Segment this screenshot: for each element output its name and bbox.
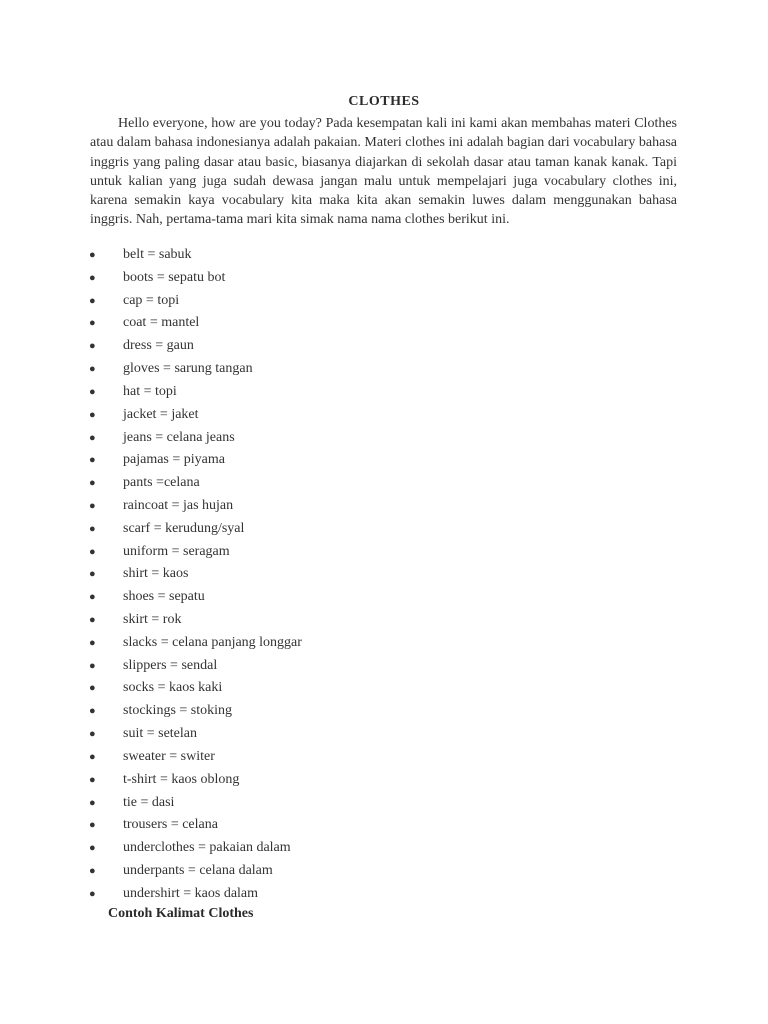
list-item — [0, 860, 768, 883]
list-item — [0, 746, 768, 769]
list-item — [0, 404, 768, 427]
vocabulary-entry: shirt = kaos — [123, 566, 189, 582]
list-item — [0, 655, 768, 678]
bullet-icon: ● — [89, 636, 96, 649]
bullet-icon: ● — [89, 454, 96, 467]
list-item — [0, 449, 768, 472]
list-item — [0, 563, 768, 586]
bullet-icon: ● — [89, 317, 96, 330]
intro-paragraph: Hello everyone, how are you today? Pada kesempatan kali ini kami akan membahas materi Clothes atau dalam bahasa indonesianya adalah pakaian. Materi clothes ini adalah bagian dari vocabulary bahasa inggris yang paling dasar atau basic, biasanya diajarkan di sekolah dasar atau taman kanak kanak. Tapi untuk kalian yang juga sudah dewasa jangan malu untuk mempelajari juga vocabulary clothes ini, karena semakin kaya vocabulary kita maka kita akan semakin luwes dalam menggunakan bahasa inggris. Nah, pertama-tama mari kita simak nama nama clothes berikut ini. — [90, 116, 677, 228]
bullet-icon: ● — [89, 819, 96, 832]
list-item — [0, 837, 768, 860]
document-title: CLOTHES — [348, 94, 420, 109]
vocabulary-entry: suit = setelan — [123, 726, 197, 742]
vocabulary-entry: dress = gaun — [123, 338, 194, 354]
bullet-icon: ● — [89, 796, 96, 809]
list-item — [0, 883, 768, 906]
list-item — [0, 814, 768, 837]
vocabulary-entry: stockings = stoking — [123, 703, 233, 719]
vocabulary-entry: undershirt = kaos dalam — [123, 885, 259, 901]
list-item — [0, 769, 768, 792]
bullet-icon: ● — [89, 431, 96, 444]
vocabulary-entry: skirt = rok — [123, 612, 182, 627]
vocabulary-entry: slippers = sendal — [123, 657, 218, 673]
list-item — [0, 632, 768, 655]
bullet-icon: ● — [89, 408, 96, 421]
bullet-icon: ● — [89, 591, 96, 604]
bullet-icon: ● — [89, 750, 96, 763]
bullet-icon: ● — [89, 864, 96, 877]
clothes-vocabulary-list — [0, 244, 768, 906]
bullet-icon: ● — [89, 728, 96, 741]
bullet-icon: ● — [89, 499, 96, 512]
vocabulary-entry: uniform = seragam — [123, 543, 230, 559]
bullet-icon: ● — [89, 705, 96, 718]
list-item — [0, 267, 768, 290]
vocabulary-entry: underpants = celana dalam — [123, 862, 273, 878]
list-item — [0, 541, 768, 564]
list-item — [0, 700, 768, 723]
vocabulary-entry: gloves = sarung tangan — [123, 361, 253, 377]
list-item — [0, 358, 768, 381]
bullet-icon: ● — [89, 385, 96, 398]
vocabulary-entry: trousers = celana — [123, 817, 218, 833]
vocabulary-entry: scarf = kerudung/syal — [123, 520, 245, 536]
bullet-icon: ● — [89, 249, 96, 261]
example-sentences-heading: Contoh Kalimat Clothes — [108, 906, 254, 921]
bullet-icon: ● — [89, 340, 96, 353]
vocabulary-entry: shoes = sepatu — [123, 589, 205, 605]
vocabulary-entry: socks = kaos kaki — [123, 680, 223, 696]
bullet-icon: ● — [89, 659, 96, 672]
vocabulary-entry: sweater = switer — [123, 748, 215, 764]
vocabulary-entry: pajamas = piyama — [123, 452, 225, 468]
list-item — [0, 290, 768, 313]
list-item — [0, 677, 768, 700]
vocabulary-entry: hat = topi — [123, 383, 177, 399]
vocabulary-entry: cap = topi — [123, 292, 180, 308]
vocabulary-entry: tie = dasi — [123, 794, 175, 810]
list-item — [0, 244, 768, 267]
bullet-icon: ● — [89, 477, 96, 490]
list-item — [0, 312, 768, 335]
list-item — [0, 723, 768, 746]
vocabulary-entry: t-shirt = kaos oblong — [123, 771, 240, 787]
list-item — [0, 495, 768, 518]
list-item — [0, 518, 768, 541]
bullet-icon: ● — [89, 682, 96, 695]
vocabulary-entry: raincoat = jas hujan — [123, 497, 234, 513]
list-item — [0, 472, 768, 495]
vocabulary-entry: slacks = celana panjang longgar — [123, 634, 302, 650]
bullet-icon: ● — [89, 294, 96, 307]
list-item — [0, 427, 768, 450]
list-item — [0, 792, 768, 815]
vocabulary-entry: jeans = celana jeans — [123, 429, 235, 445]
list-item — [0, 381, 768, 404]
bullet-icon: ● — [89, 363, 96, 376]
vocabulary-entry: jacket = jaket — [123, 406, 199, 422]
bullet-icon: ● — [89, 887, 96, 900]
bullet-icon: ● — [89, 614, 96, 626]
bullet-icon: ● — [89, 842, 96, 855]
vocabulary-entry: underclothes = pakaian dalam — [123, 840, 291, 856]
bullet-icon: ● — [89, 271, 96, 284]
list-item — [0, 335, 768, 358]
vocabulary-entry: boots = sepatu bot — [123, 269, 226, 285]
bullet-icon: ● — [89, 773, 96, 786]
bullet-icon: ● — [89, 522, 96, 535]
vocabulary-entry: pants =celana — [123, 475, 200, 491]
bullet-icon: ● — [89, 545, 96, 558]
list-item — [0, 586, 768, 609]
vocabulary-entry: belt = sabuk — [123, 247, 192, 262]
list-item — [0, 609, 768, 632]
vocabulary-entry: coat = mantel — [123, 315, 200, 331]
bullet-icon: ● — [89, 568, 96, 581]
